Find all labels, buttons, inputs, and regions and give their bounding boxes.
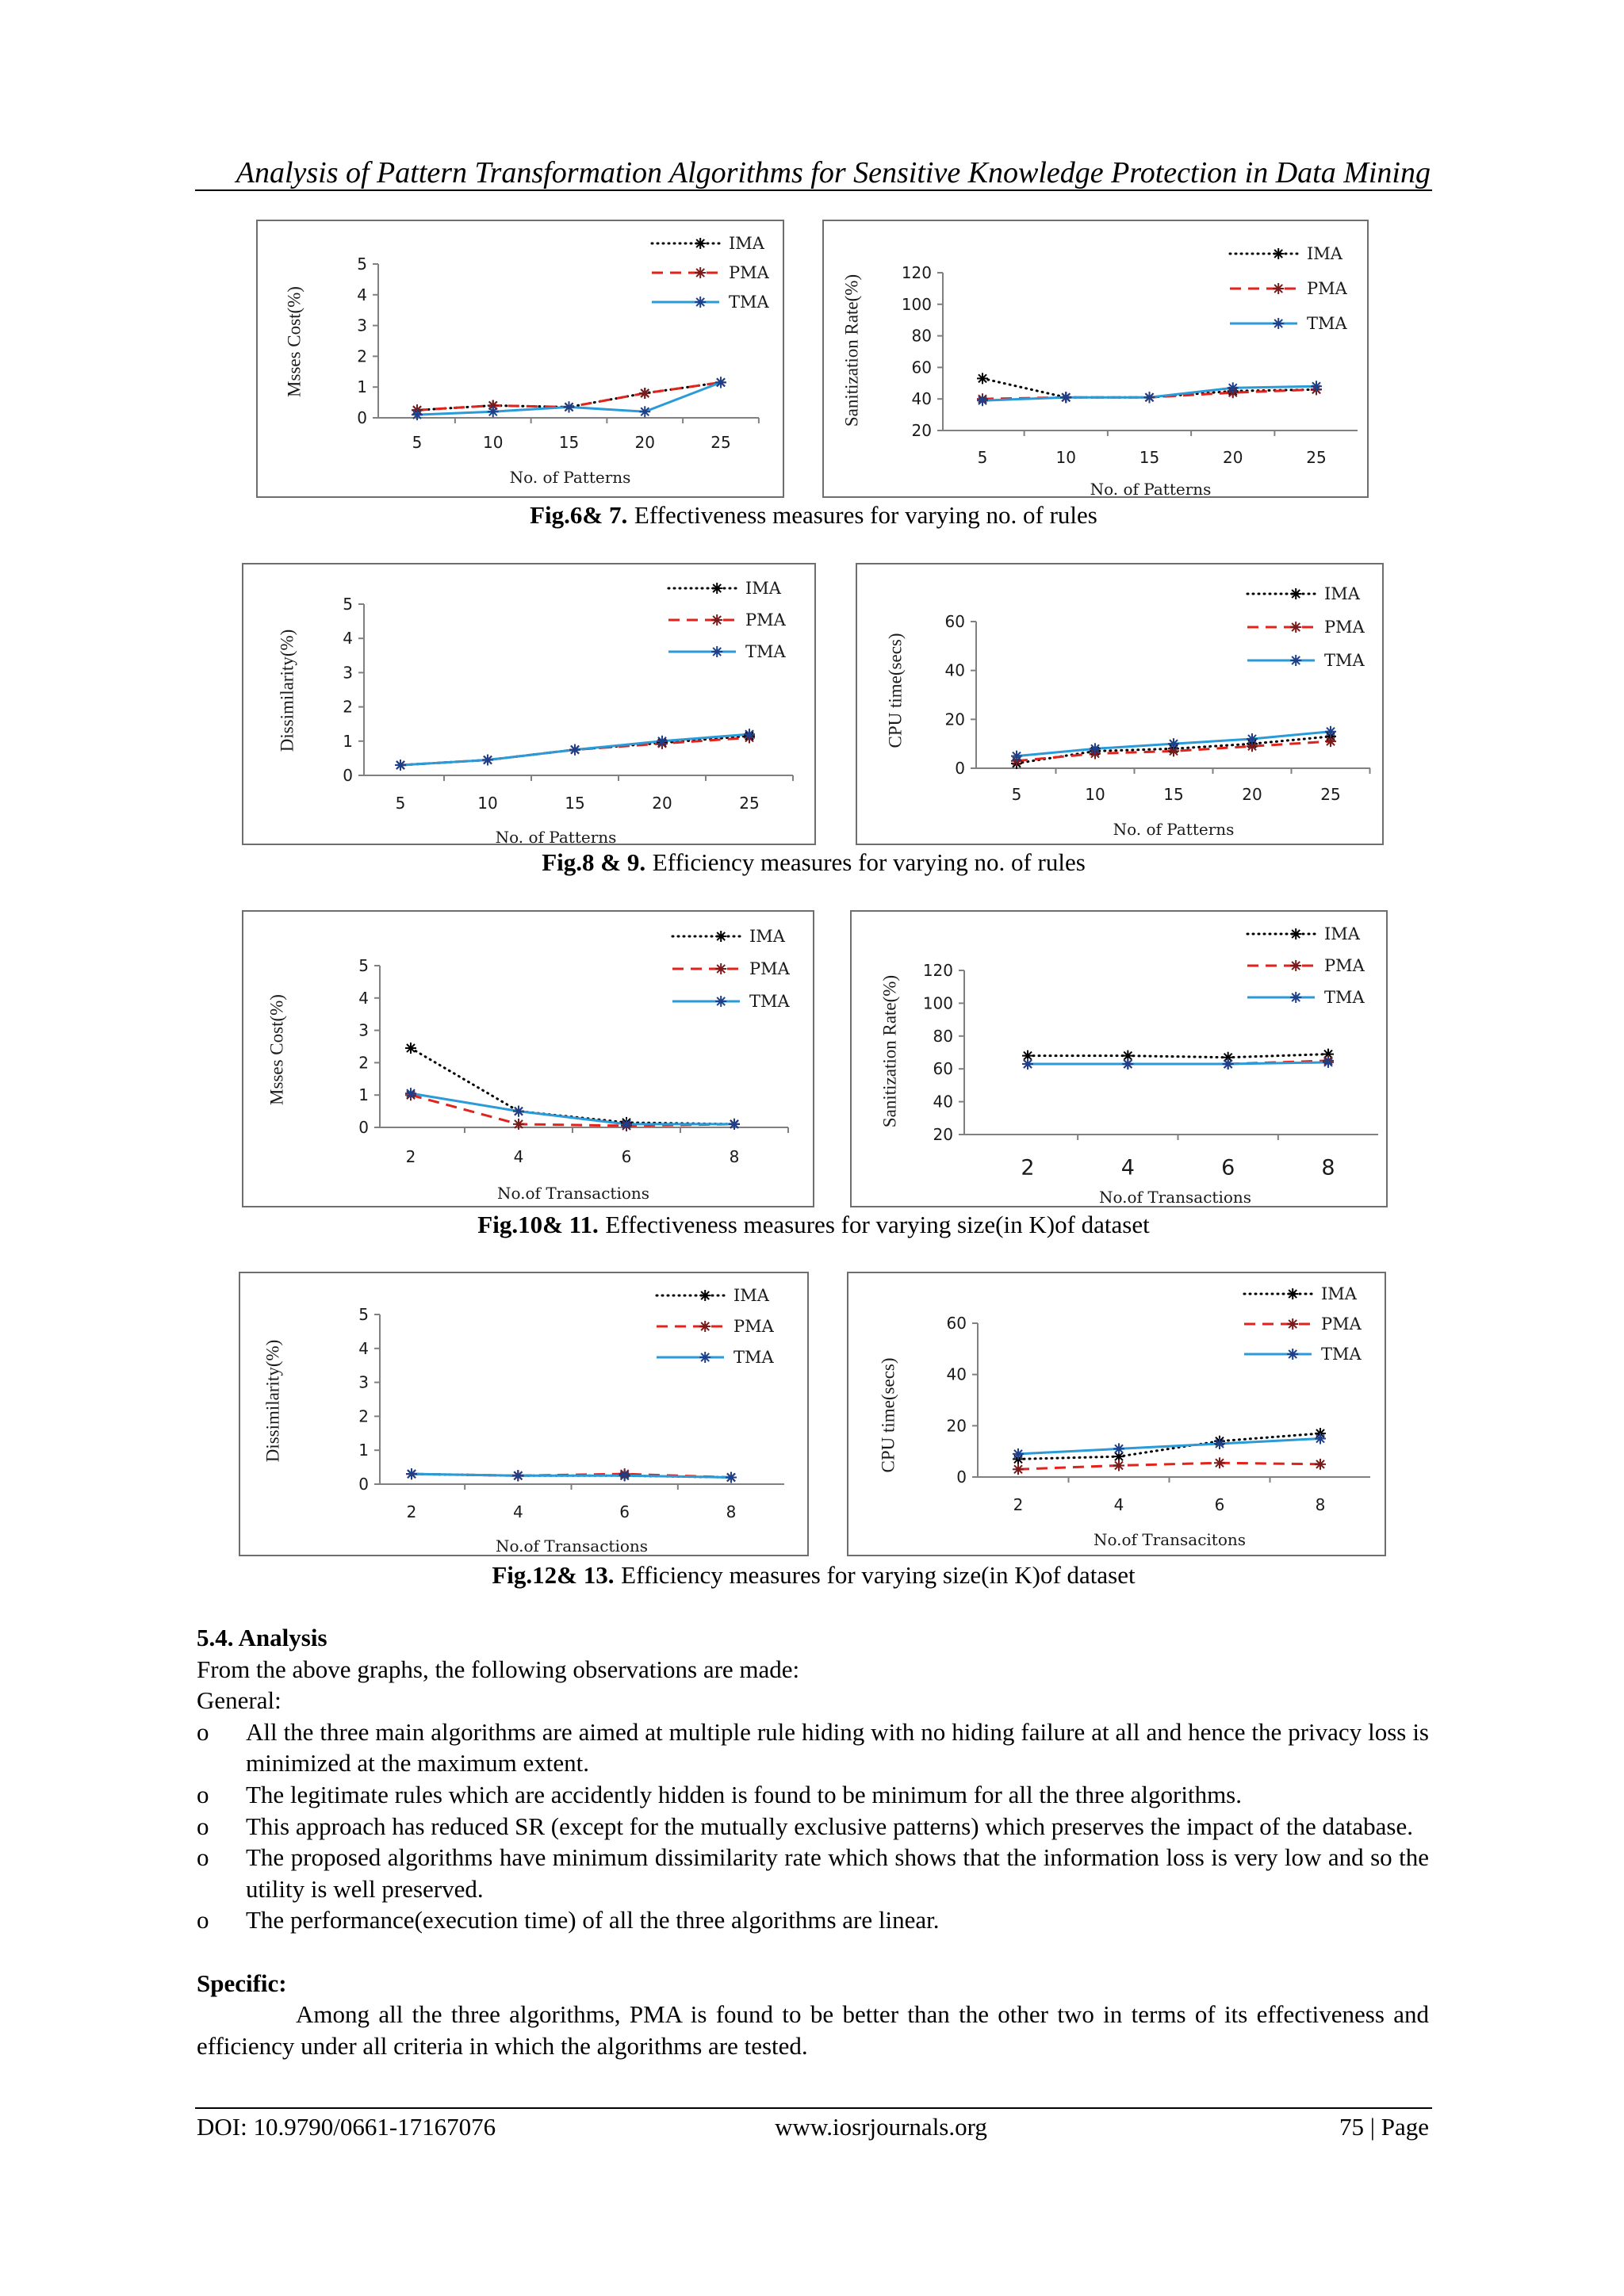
x-tick-label: 5 xyxy=(1011,785,1022,804)
x-tick-label: 5 xyxy=(412,433,423,452)
legend-swatch-marker xyxy=(1273,318,1284,329)
x-tick-label: 5 xyxy=(395,794,406,813)
legend-swatch-marker xyxy=(1273,283,1284,294)
legend-item-ima xyxy=(1230,244,1343,263)
legend-label: PMA xyxy=(1307,279,1347,298)
x-tick-label: 25 xyxy=(710,433,731,452)
figure-caption-text: Efficiency measures for varying no. of rules xyxy=(652,848,1086,876)
section-intro: From the above graphs, the following observations are made: xyxy=(197,1655,800,1683)
x-tick-label: 10 xyxy=(477,794,498,813)
general-heading: General: xyxy=(197,1686,282,1715)
legend-item-ima xyxy=(668,579,782,598)
figure-caption xyxy=(178,847,1450,878)
legend-item-tma xyxy=(1247,651,1365,670)
legend-swatch-marker xyxy=(1290,960,1301,971)
y-tick-label: 3 xyxy=(357,316,367,335)
list-item-text: The performance(execution time) of all the three algorithms are linear. xyxy=(246,1906,940,1934)
legend-item-ima xyxy=(1247,924,1361,943)
y-tick-label: 40 xyxy=(911,389,932,409)
figure-caption-label: Fig.6& 7. xyxy=(530,501,628,529)
dissimilarity-vs-patterns-chart xyxy=(242,563,816,845)
footer-page-number: 75 | Page xyxy=(1339,2113,1429,2141)
y-tick-label: 60 xyxy=(911,358,932,377)
legend-swatch-marker xyxy=(1290,928,1301,939)
y-tick-label: 0 xyxy=(955,759,965,778)
legend-label: TMA xyxy=(749,992,790,1011)
y-tick-label: 2 xyxy=(357,346,367,366)
list-item-text: The proposed algorithms have minimum dissimilarity rate which shows that the information loss is very low and so the utility is well preserved. xyxy=(246,1843,1429,1903)
y-tick-label: 40 xyxy=(946,1364,967,1384)
data-point-pma-6 xyxy=(1214,1457,1225,1468)
bullet-marker: o xyxy=(197,1812,209,1840)
data-point-pma-4 xyxy=(1113,1460,1124,1471)
y-tick-label: 60 xyxy=(944,612,965,631)
data-point-tma-5 xyxy=(395,760,406,771)
figure-caption xyxy=(178,1209,1450,1241)
legend-label: PMA xyxy=(749,959,790,978)
cpu-time-vs-patterns-chart xyxy=(856,563,1384,845)
x-tick-label: 8 xyxy=(726,1502,737,1521)
footer-website: www.iosrjournals.org xyxy=(775,2113,987,2141)
legend-item-pma xyxy=(1247,618,1365,637)
chart-canvas xyxy=(848,1273,1388,1558)
x-tick-label: 10 xyxy=(483,433,504,452)
data-point-tma-4 xyxy=(1113,1443,1124,1454)
y-tick-label: 0 xyxy=(343,766,353,785)
legend-label: PMA xyxy=(1324,956,1365,975)
y-axis-title: Msses Cost(%) xyxy=(284,286,304,397)
chart-canvas xyxy=(824,221,1370,499)
list-item xyxy=(197,1904,1429,1936)
legend-label: IMA xyxy=(745,579,781,598)
data-point-tma-8 xyxy=(726,1471,737,1483)
data-point-tma-25 xyxy=(1325,726,1336,737)
footer-rule xyxy=(195,2107,1432,2109)
series-line-pma xyxy=(411,1095,734,1126)
x-axis-title: No.of Transactions xyxy=(495,1536,649,1556)
y-tick-label: 1 xyxy=(357,377,367,397)
y-tick-label: 3 xyxy=(358,1372,369,1392)
x-tick-label: 2 xyxy=(1013,1495,1024,1514)
x-tick-label: 15 xyxy=(565,794,585,813)
x-tick-label: 15 xyxy=(558,433,580,452)
legend-label: TMA xyxy=(1324,988,1365,1007)
y-tick-label: 120 xyxy=(922,961,953,980)
series-line-ima xyxy=(1028,1054,1328,1058)
y-axis-title: Msses Cost(%) xyxy=(266,994,287,1105)
data-point-tma-4 xyxy=(513,1106,524,1117)
y-tick-label: 20 xyxy=(944,710,965,729)
legend-label: TMA xyxy=(745,642,786,661)
x-tick-label: 6 xyxy=(621,1147,632,1166)
list-item xyxy=(197,1779,1429,1811)
section-heading: 5.4. Analysis xyxy=(197,1624,327,1651)
misses-cost-vs-transactions-chart xyxy=(242,910,814,1207)
running-title: Analysis of Pattern Transformation Algorithms for Sensitive Knowledge Protection in Data Mining xyxy=(236,156,1431,189)
legend-item-pma xyxy=(1230,279,1348,298)
data-point-tma-20 xyxy=(657,736,668,747)
cpu-time-vs-transactions-chart xyxy=(847,1272,1386,1556)
legend-item-tma xyxy=(668,642,787,661)
data-point-tma-15 xyxy=(564,401,575,412)
series-line-ima xyxy=(411,1048,734,1124)
legend-item-pma xyxy=(1247,956,1365,975)
x-tick-label: 2 xyxy=(1021,1155,1035,1181)
data-point-tma-15 xyxy=(1144,392,1155,403)
bullet-marker: o xyxy=(197,1717,209,1746)
data-point-tma-25 xyxy=(744,729,755,740)
x-axis-title: No. of Patterns xyxy=(1113,820,1235,839)
x-tick-label: 6 xyxy=(1221,1155,1235,1181)
chart-canvas xyxy=(258,221,786,499)
list-item-text: The legitimate rules which are accidently hidden is found to be minimum for all the three algorithms. xyxy=(246,1780,1242,1808)
legend-swatch-marker xyxy=(715,931,726,942)
figure-caption-label: Fig.8 & 9. xyxy=(542,848,646,876)
data-point-tma-15 xyxy=(569,744,580,756)
legend-label: IMA xyxy=(1307,244,1342,263)
data-point-pma-4 xyxy=(513,1119,524,1130)
legend-label: PMA xyxy=(745,610,786,629)
chart-canvas xyxy=(243,912,816,1209)
x-axis-title: No.of Transactions xyxy=(496,1184,650,1203)
y-tick-label: 1 xyxy=(343,731,353,751)
legend-item-tma xyxy=(1247,988,1365,1007)
y-axis-title: CPU time(secs) xyxy=(878,1357,898,1473)
data-point-tma-2 xyxy=(406,1468,417,1479)
data-point-tma-2 xyxy=(1013,1448,1024,1460)
legend-label: IMA xyxy=(729,234,764,253)
list-item-text: This approach has reduced SR (except for the mutually exclusive patterns) which preserves the impact of the database. xyxy=(246,1812,1413,1840)
series-line-tma xyxy=(411,1093,734,1124)
data-point-pma-20 xyxy=(639,388,650,399)
y-tick-label: 20 xyxy=(933,1125,953,1144)
figure-caption-text: Effectiveness measures for varying no. of rules xyxy=(634,501,1097,529)
misses-cost-vs-patterns-chart xyxy=(256,220,784,498)
list-item-text: All the three main algorithms are aimed at multiple rule hiding with no hiding failure at all and hence the privacy loss is minimized at the maximum extent. xyxy=(246,1717,1429,1777)
legend-swatch-marker xyxy=(711,614,722,626)
y-tick-label: 2 xyxy=(358,1406,369,1426)
x-tick-label: 20 xyxy=(634,433,655,452)
legend-label: IMA xyxy=(1324,584,1360,603)
chart-canvas xyxy=(852,912,1389,1209)
data-point-tma-2 xyxy=(405,1088,416,1099)
data-point-tma-10 xyxy=(488,406,499,417)
figure-caption-label: Fig.10& 11. xyxy=(477,1211,599,1238)
data-point-tma-4 xyxy=(1122,1058,1133,1070)
page-footer xyxy=(197,2111,1429,2143)
y-tick-label: 0 xyxy=(358,1118,369,1137)
legend-label: IMA xyxy=(1324,924,1360,943)
legend-swatch-marker xyxy=(699,1352,710,1363)
legend-label: IMA xyxy=(733,1286,769,1305)
y-tick-label: 4 xyxy=(358,1338,369,1358)
legend-swatch-marker xyxy=(699,1321,710,1332)
x-tick-label: 25 xyxy=(1320,785,1341,804)
legend-swatch-marker xyxy=(1287,1318,1298,1330)
legend-swatch-marker xyxy=(1290,992,1301,1003)
legend-item-ima xyxy=(672,927,786,946)
x-tick-label: 4 xyxy=(512,1502,523,1521)
x-tick-label: 10 xyxy=(1085,785,1105,804)
y-tick-label: 4 xyxy=(343,629,353,649)
data-point-tma-20 xyxy=(1247,733,1258,744)
list-item xyxy=(197,1811,1429,1843)
y-tick-label: 4 xyxy=(357,285,367,304)
y-tick-label: 80 xyxy=(911,326,932,346)
legend-item-ima xyxy=(652,234,765,253)
legend-item-pma xyxy=(652,263,770,282)
data-point-tma-10 xyxy=(1090,743,1101,754)
data-point-pma-2 xyxy=(1013,1464,1024,1475)
x-tick-label: 4 xyxy=(1120,1155,1135,1181)
legend-item-pma xyxy=(657,1317,775,1336)
legend-item-pma xyxy=(668,610,787,629)
x-tick-label: 8 xyxy=(729,1147,740,1166)
y-tick-label: 5 xyxy=(358,1305,369,1324)
x-tick-label: 15 xyxy=(1163,785,1184,804)
data-point-tma-6 xyxy=(1214,1438,1225,1449)
x-tick-label: 5 xyxy=(977,448,988,467)
legend-item-tma xyxy=(672,992,791,1011)
data-point-tma-20 xyxy=(1228,382,1239,393)
y-tick-label: 100 xyxy=(922,993,953,1013)
bullet-marker: o xyxy=(197,1843,209,1872)
legend-swatch-marker xyxy=(1290,655,1301,666)
figure-caption xyxy=(178,1559,1450,1591)
legend-item-pma xyxy=(672,959,791,978)
y-tick-label: 20 xyxy=(946,1416,967,1436)
legend-item-tma xyxy=(657,1348,775,1367)
data-point-ima-5 xyxy=(977,373,988,384)
legend-swatch-marker xyxy=(1273,248,1284,259)
legend-label: IMA xyxy=(749,927,785,946)
figure-caption xyxy=(178,499,1450,531)
header-rule xyxy=(195,189,1432,191)
y-tick-label: 60 xyxy=(946,1314,967,1333)
x-tick-label: 6 xyxy=(619,1502,630,1521)
y-tick-label: 20 xyxy=(911,421,932,440)
x-axis-title: No. of Patterns xyxy=(509,468,631,487)
data-point-tma-5 xyxy=(1011,751,1022,762)
x-axis-title: No. of Patterns xyxy=(495,828,617,847)
legend-label: PMA xyxy=(1321,1314,1362,1334)
x-tick-label: 20 xyxy=(1242,785,1262,804)
data-point-tma-4 xyxy=(512,1470,523,1481)
legend-item-tma xyxy=(652,293,770,312)
legend-swatch-marker xyxy=(715,996,726,1007)
x-axis-title: No. of Patterns xyxy=(1090,480,1212,499)
y-tick-label: 3 xyxy=(358,1020,369,1040)
y-tick-label: 120 xyxy=(901,263,932,282)
x-tick-label: 15 xyxy=(1139,448,1160,467)
data-point-tma-8 xyxy=(1323,1057,1334,1068)
legend-label: PMA xyxy=(729,263,769,282)
x-tick-label: 10 xyxy=(1055,448,1076,467)
figure-caption-text: Effectiveness measures for varying size(in K)of dataset xyxy=(605,1211,1150,1238)
y-tick-label: 4 xyxy=(358,988,369,1008)
data-point-ima-2 xyxy=(405,1043,416,1054)
legend-swatch-marker xyxy=(1287,1288,1298,1299)
data-point-tma-20 xyxy=(639,406,650,417)
y-tick-label: 80 xyxy=(933,1026,953,1046)
x-tick-label: 2 xyxy=(405,1147,416,1166)
y-tick-label: 3 xyxy=(343,663,353,683)
data-point-tma-2 xyxy=(1022,1058,1033,1070)
x-tick-label: 2 xyxy=(406,1502,417,1521)
y-axis-title: Sanitization Rate(%) xyxy=(841,274,862,427)
series-line-pma xyxy=(1018,1463,1320,1469)
legend-item-tma xyxy=(1230,314,1348,333)
data-point-tma-6 xyxy=(1223,1058,1234,1070)
y-tick-label: 40 xyxy=(933,1092,953,1112)
data-point-tma-25 xyxy=(715,377,726,388)
y-tick-label: 5 xyxy=(357,254,367,274)
legend-swatch-marker xyxy=(1290,622,1301,633)
x-tick-label: 25 xyxy=(1306,448,1327,467)
legend-swatch-marker xyxy=(695,267,706,278)
x-tick-label: 8 xyxy=(1315,1495,1326,1514)
y-tick-label: 2 xyxy=(343,697,353,717)
y-axis-title: Dissimilarity(%) xyxy=(262,1339,283,1463)
series-line-tma xyxy=(1018,1439,1320,1454)
legend-item-tma xyxy=(1244,1345,1362,1364)
figure-caption-label: Fig.12& 13. xyxy=(492,1561,615,1589)
y-tick-label: 0 xyxy=(358,1475,369,1494)
analysis-section xyxy=(197,1622,1429,2061)
legend-label: TMA xyxy=(1307,314,1347,333)
y-tick-label: 0 xyxy=(357,408,367,427)
legend-label: TMA xyxy=(1324,651,1365,670)
sanitization-rate-vs-transactions-chart xyxy=(850,910,1388,1207)
x-tick-label: 4 xyxy=(513,1147,524,1166)
chart-canvas xyxy=(243,564,818,847)
y-tick-label: 1 xyxy=(358,1085,369,1105)
y-axis-title: Sanitization Rate(%) xyxy=(879,974,900,1128)
data-point-tma-5 xyxy=(412,409,423,420)
legend-label: PMA xyxy=(1324,618,1365,637)
footer-doi: DOI: 10.9790/0661-17167076 xyxy=(197,2113,496,2141)
y-axis-title: CPU time(secs) xyxy=(885,633,906,748)
x-tick-label: 8 xyxy=(1321,1155,1335,1181)
series-line-tma xyxy=(1028,1062,1328,1064)
data-point-tma-8 xyxy=(729,1119,740,1130)
legend-swatch-marker xyxy=(711,646,722,657)
list-item xyxy=(197,1716,1429,1779)
sanitization-rate-vs-patterns-chart xyxy=(822,220,1369,498)
chart-canvas xyxy=(240,1273,810,1558)
data-point-pma-25 xyxy=(1325,736,1336,747)
x-tick-label: 4 xyxy=(1113,1495,1124,1514)
y-tick-label: 5 xyxy=(343,595,353,614)
x-tick-label: 20 xyxy=(652,794,672,813)
data-point-tma-15 xyxy=(1168,738,1179,749)
legend-item-ima xyxy=(1244,1284,1358,1303)
legend-swatch-marker xyxy=(711,583,722,594)
legend-label: TMA xyxy=(1321,1345,1362,1364)
legend-item-ima xyxy=(657,1286,770,1305)
legend-swatch-marker xyxy=(1287,1349,1298,1360)
legend-swatch-marker xyxy=(699,1290,710,1301)
specific-paragraph: Among all the three algorithms, PMA is found to be better than the other two in terms of its effectiveness and efficiency under all criteria in which the algorithms are tested. xyxy=(197,2000,1429,2060)
figure-caption-text: Efficiency measures for varying size(in K)of dataset xyxy=(621,1561,1136,1589)
y-tick-label: 2 xyxy=(358,1053,369,1073)
x-tick-label: 25 xyxy=(739,794,760,813)
legend-item-pma xyxy=(1244,1314,1362,1334)
dissimilarity-vs-transactions-chart xyxy=(239,1272,809,1556)
list-item xyxy=(197,1842,1429,1904)
series-line-tma xyxy=(412,1474,731,1477)
bullet-marker: o xyxy=(197,1780,209,1808)
data-point-tma-10 xyxy=(482,755,493,766)
bullet-marker: o xyxy=(197,1906,209,1934)
y-tick-label: 60 xyxy=(933,1059,953,1079)
specific-heading: Specific: xyxy=(197,1969,287,1997)
legend-label: TMA xyxy=(729,293,769,312)
legend-swatch-marker xyxy=(1290,588,1301,599)
data-point-pma-8 xyxy=(1315,1459,1326,1470)
y-tick-label: 0 xyxy=(956,1468,967,1487)
legend-item-ima xyxy=(1247,584,1361,603)
x-tick-label: 6 xyxy=(1214,1495,1225,1514)
legend-swatch-marker xyxy=(695,238,706,249)
x-axis-title: No.of Transacitons xyxy=(1093,1530,1247,1549)
y-tick-label: 1 xyxy=(358,1441,369,1460)
data-point-tma-25 xyxy=(1311,381,1322,392)
y-tick-label: 100 xyxy=(901,294,932,314)
legend-swatch-marker xyxy=(715,963,726,974)
chart-canvas xyxy=(857,564,1385,847)
y-axis-title: Dissimilarity(%) xyxy=(277,629,297,752)
legend-swatch-marker xyxy=(695,297,706,308)
y-tick-label: 40 xyxy=(944,660,965,680)
x-axis-title: No.of Transactions xyxy=(1098,1188,1252,1207)
data-point-tma-5 xyxy=(977,395,988,406)
data-point-tma-6 xyxy=(621,1119,632,1130)
x-tick-label: 20 xyxy=(1223,448,1243,467)
legend-label: IMA xyxy=(1321,1284,1357,1303)
legend-label: TMA xyxy=(733,1348,774,1367)
data-point-tma-10 xyxy=(1060,392,1071,403)
legend-label: PMA xyxy=(733,1317,774,1336)
y-tick-label: 5 xyxy=(358,956,369,975)
data-point-tma-8 xyxy=(1315,1433,1326,1445)
data-point-tma-6 xyxy=(619,1470,630,1481)
